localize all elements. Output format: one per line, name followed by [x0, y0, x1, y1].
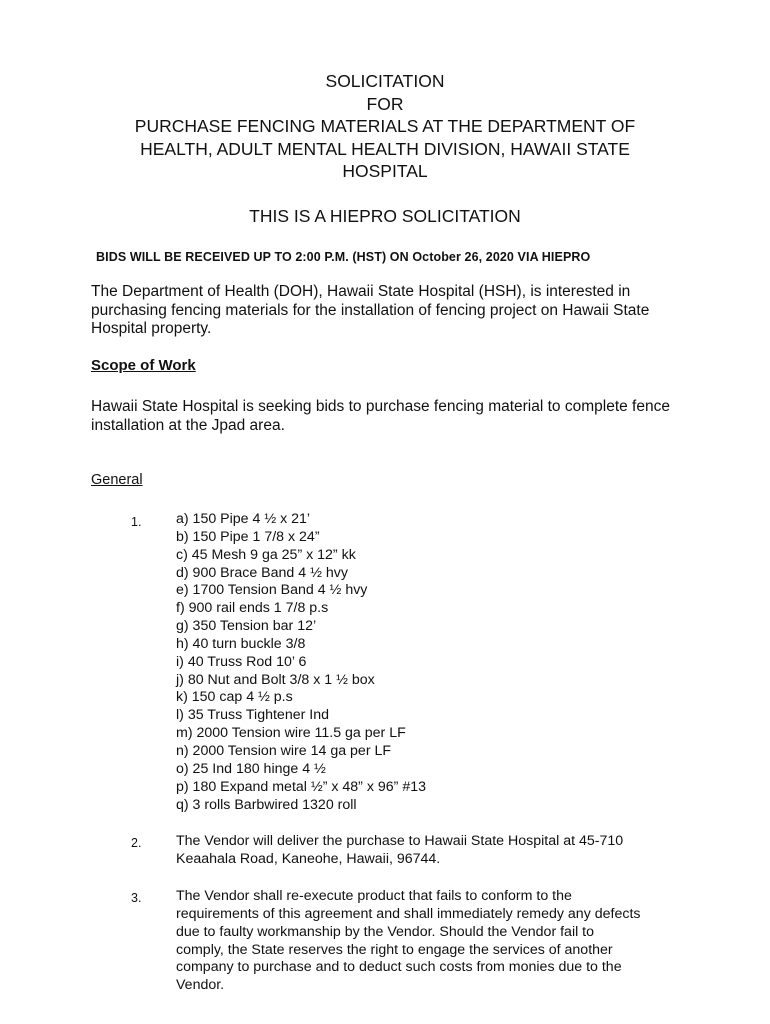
title-line: HOSPITAL: [342, 161, 428, 181]
delivery-paragraph: [176, 833, 676, 869]
scope-paragraph: [91, 397, 711, 435]
solicitation-subtitle: THIS IS A HIEPRO SOLICITATION: [249, 206, 521, 226]
list-item: i) 40 Truss Rod 10’ 6: [176, 653, 307, 670]
remedy-line: company to purchase and to deduct such costs from monies due to the: [176, 959, 622, 976]
list-item: g) 350 Tension bar 12’: [176, 618, 317, 635]
document-title: [90, 70, 680, 183]
list-number: 3.: [131, 891, 142, 905]
list-item: e) 1700 Tension Band 4 ½ hvy: [176, 582, 368, 599]
remedy-paragraph: [176, 888, 676, 995]
intro-line: Hospital property.: [91, 320, 212, 337]
title-line: SOLICITATION: [325, 71, 445, 91]
list-item: d) 900 Brace Band 4 ½ hvy: [176, 564, 348, 581]
list-item: h) 40 turn buckle 3/8: [176, 635, 306, 652]
list-item: n) 2000 Tension wire 14 ga per LF: [176, 742, 392, 759]
title-line: HEALTH, ADULT MENTAL HEALTH DIVISION, HAWAII STATE: [140, 138, 630, 159]
list-item: k) 150 cap 4 ½ p.s: [176, 689, 293, 706]
remedy-line: comply, the State reserves the right to engage the services of another: [176, 941, 613, 958]
list-item: j) 80 Nut and Bolt 3/8 x 1 ½ box: [176, 671, 375, 688]
list-item: a) 150 Pipe 4 ½ x 21’: [176, 511, 311, 527]
list-item: l) 35 Truss Tightener Ind: [176, 707, 329, 724]
list-item: f) 900 rail ends 1 7/8 p.s: [176, 600, 329, 617]
scope-line: installation at the Jpad area.: [91, 417, 285, 434]
list-number: 1.: [131, 515, 142, 529]
list-item: c) 45 Mesh 9 ga 25” x 12” kk: [176, 546, 356, 563]
list-item: p) 180 Expand metal ½” x 48” x 96” #13: [176, 778, 426, 795]
delivery-line: Keaahala Road, Kaneohe, Hawaii, 96744.: [176, 850, 441, 867]
intro-line: purchasing fencing materials for the installation of fencing project on Hawaii State: [91, 301, 650, 319]
intro-line: The Department of Health (DOH), Hawaii State Hospital (HSH), is interested in: [91, 283, 631, 300]
scope-line: Hawaii State Hospital is seeking bids to purchase fencing material to complete fence: [91, 398, 670, 415]
scope-heading: Scope of Work: [91, 357, 196, 374]
title-line: PURCHASE FENCING MATERIALS AT THE DEPARTMENT OF: [134, 116, 636, 136]
list-item: m) 2000 Tension wire 11.5 ga per LF: [176, 725, 406, 742]
general-heading: General: [91, 472, 143, 488]
list-item: b) 150 Pipe 1 7/8 x 24”: [176, 528, 320, 545]
intro-paragraph: [91, 283, 691, 339]
materials-list: [176, 511, 426, 814]
list-item: q) 3 rolls Barbwired 1320 roll: [176, 796, 357, 813]
bid-deadline: BIDS WILL BE RECEIVED UP TO 2:00 P.M. (HST) ON October 26, 2020 VIA HIEPRO: [96, 250, 591, 264]
remedy-line: Vendor.: [176, 977, 225, 994]
list-item: o) 25 Ind 180 hinge 4 ½: [176, 760, 326, 777]
remedy-line: requirements of this agreement and shall immediately remedy any defects: [176, 905, 641, 922]
list-number: 2.: [131, 836, 142, 850]
remedy-line: The Vendor shall re-execute product that fails to conform to the: [176, 888, 572, 904]
remedy-line: due to faulty workmanship by the Vendor. Should the Vendor fail to: [176, 923, 595, 940]
delivery-line: The Vendor will deliver the purchase to Hawaii State Hospital at 45-710: [176, 833, 624, 849]
title-line: FOR: [366, 93, 404, 114]
